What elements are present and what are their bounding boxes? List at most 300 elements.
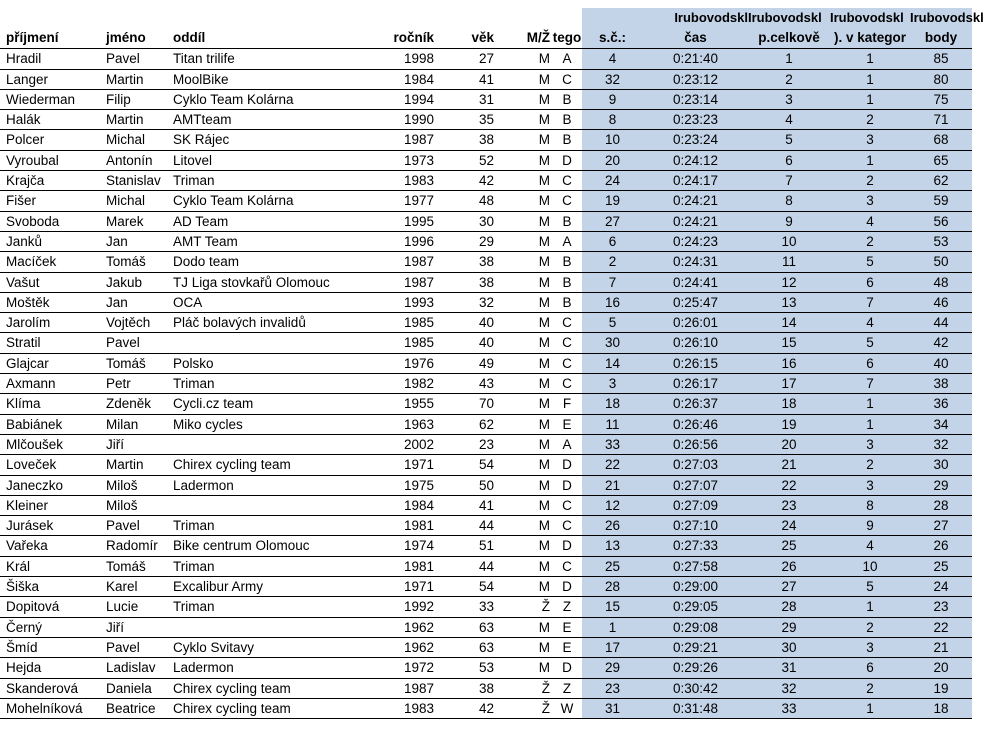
col-header-year: ročník	[372, 27, 436, 49]
cell-surname: Skanderová	[0, 678, 100, 698]
cell-in-category: 7	[830, 292, 910, 312]
cell-in-category: 6	[830, 272, 910, 292]
cell-sex: Ž	[496, 698, 552, 718]
cell-points: 68	[910, 130, 972, 150]
cell-overall: 15	[748, 333, 830, 353]
cell-in-category: 2	[830, 231, 910, 251]
cell-year: 1984	[372, 495, 436, 515]
cell-overall: 22	[748, 475, 830, 495]
cell-time: 0:24:23	[643, 231, 748, 251]
cell-time: 0:26:17	[643, 374, 748, 394]
cell-year: 1974	[372, 536, 436, 556]
cell-firstname: Martin	[100, 69, 167, 89]
table-row	[0, 658, 972, 678]
cell-overall: 10	[748, 231, 830, 251]
col-header-category: tego	[552, 27, 582, 49]
cell-in-category: 3	[830, 434, 910, 454]
cell-overall: 31	[748, 658, 830, 678]
cell-bib: 13	[582, 536, 643, 556]
cell-surname: Glajcar	[0, 353, 100, 373]
cell-surname: Moštěk	[0, 292, 100, 312]
cell-in-category: 1	[830, 150, 910, 170]
cell-category: B	[552, 89, 582, 109]
cell-club	[167, 434, 372, 454]
cell-year: 1962	[372, 617, 436, 637]
cell-age: 40	[436, 313, 496, 333]
cell-sex: M	[496, 231, 552, 251]
cell-category: Z	[552, 678, 582, 698]
cell-firstname: Lucie	[100, 597, 167, 617]
cell-bib: 5	[582, 313, 643, 333]
cell-overall: 28	[748, 597, 830, 617]
col-header-points: body	[910, 27, 972, 49]
col-header-sex: M/Ž	[496, 27, 552, 49]
group-header-cell: Irubovodskl	[910, 10, 984, 25]
cell-surname: Šmíd	[0, 637, 100, 657]
cell-overall: 26	[748, 556, 830, 576]
cell-sex: M	[496, 516, 552, 536]
cell-age: 38	[436, 252, 496, 272]
cell-bib: 32	[582, 69, 643, 89]
cell-surname: Černý	[0, 617, 100, 637]
cell-overall: 21	[748, 455, 830, 475]
cell-club: Titan trilife	[167, 49, 372, 69]
cell-points: 56	[910, 211, 972, 231]
table-row	[0, 231, 972, 251]
cell-points: 71	[910, 110, 972, 130]
col-header-in-category: ). v kategor	[830, 27, 910, 49]
cell-year: 1995	[372, 211, 436, 231]
cell-time: 0:24:41	[643, 272, 748, 292]
cell-time: 0:29:05	[643, 597, 748, 617]
cell-firstname: Pavel	[100, 333, 167, 353]
col-header-club: oddíl	[167, 27, 372, 49]
cell-time: 0:24:21	[643, 191, 748, 211]
cell-firstname: Tomáš	[100, 252, 167, 272]
cell-year: 1955	[372, 394, 436, 414]
cell-bib: 6	[582, 231, 643, 251]
col-header-surname: příjmení	[0, 27, 100, 49]
cell-in-category: 5	[830, 252, 910, 272]
cell-bib: 10	[582, 130, 643, 150]
col-header-time: čas	[643, 27, 748, 49]
cell-sex: M	[496, 374, 552, 394]
cell-firstname: Jakub	[100, 272, 167, 292]
cell-points: 22	[910, 617, 972, 637]
cell-overall: 5	[748, 130, 830, 150]
cell-sex: M	[496, 171, 552, 191]
cell-firstname: Milan	[100, 414, 167, 434]
cell-points: 38	[910, 374, 972, 394]
cell-category: B	[552, 110, 582, 130]
cell-overall: 2	[748, 69, 830, 89]
cell-points: 48	[910, 272, 972, 292]
cell-sex: M	[496, 313, 552, 333]
cell-firstname: Miloš	[100, 475, 167, 495]
cell-club: Chirex cycling team	[167, 698, 372, 718]
cell-bib: 12	[582, 495, 643, 515]
cell-points: 26	[910, 536, 972, 556]
cell-age: 62	[436, 414, 496, 434]
cell-in-category: 6	[830, 658, 910, 678]
cell-club: Polsko	[167, 353, 372, 373]
table-row	[0, 516, 972, 536]
cell-sex: M	[496, 658, 552, 678]
cell-overall: 7	[748, 171, 830, 191]
cell-time: 0:27:07	[643, 475, 748, 495]
cell-category: D	[552, 577, 582, 597]
cell-firstname: Ladislav	[100, 658, 167, 678]
cell-firstname: Petr	[100, 374, 167, 394]
table-row	[0, 49, 972, 69]
cell-in-category: 3	[830, 130, 910, 150]
cell-time: 0:26:15	[643, 353, 748, 373]
cell-category: E	[552, 617, 582, 637]
cell-year: 1992	[372, 597, 436, 617]
table-row	[0, 292, 972, 312]
cell-points: 23	[910, 597, 972, 617]
cell-club: Triman	[167, 171, 372, 191]
cell-surname: Vyroubal	[0, 150, 100, 170]
cell-sex: M	[496, 49, 552, 69]
cell-age: 44	[436, 556, 496, 576]
cell-points: 19	[910, 678, 972, 698]
cell-time: 0:26:10	[643, 333, 748, 353]
cell-category: C	[552, 556, 582, 576]
cell-category: A	[552, 434, 582, 454]
cell-overall: 4	[748, 110, 830, 130]
cell-points: 80	[910, 69, 972, 89]
cell-firstname: Martin	[100, 455, 167, 475]
cell-surname: Šiška	[0, 577, 100, 597]
cell-in-category: 9	[830, 516, 910, 536]
cell-in-category: 2	[830, 171, 910, 191]
cell-time: 0:24:31	[643, 252, 748, 272]
cell-sex: M	[496, 617, 552, 637]
cell-age: 41	[436, 69, 496, 89]
cell-club: MoolBike	[167, 69, 372, 89]
cell-in-category: 10	[830, 556, 910, 576]
cell-firstname: Radomír	[100, 536, 167, 556]
cell-firstname: Jiří	[100, 434, 167, 454]
cell-age: 70	[436, 394, 496, 414]
cell-sex: M	[496, 252, 552, 272]
cell-points: 34	[910, 414, 972, 434]
table-row	[0, 191, 972, 211]
cell-bib: 25	[582, 556, 643, 576]
cell-bib: 3	[582, 374, 643, 394]
cell-sex: Ž	[496, 678, 552, 698]
cell-year: 1996	[372, 231, 436, 251]
cell-club	[167, 495, 372, 515]
cell-year: 1993	[372, 292, 436, 312]
cell-in-category: 1	[830, 698, 910, 718]
table-row	[0, 678, 972, 698]
cell-firstname: Daniela	[100, 678, 167, 698]
cell-category: A	[552, 49, 582, 69]
cell-club: AD Team	[167, 211, 372, 231]
table-row	[0, 577, 972, 597]
cell-club: Triman	[167, 556, 372, 576]
cell-bib: 4	[582, 49, 643, 69]
cell-age: 52	[436, 150, 496, 170]
group-header-cell: Irubovodskl	[748, 10, 822, 25]
cell-firstname: Filip	[100, 89, 167, 109]
cell-age: 38	[436, 130, 496, 150]
cell-surname: Svoboda	[0, 211, 100, 231]
cell-bib: 22	[582, 455, 643, 475]
cell-category: B	[552, 211, 582, 231]
cell-in-category: 3	[830, 637, 910, 657]
cell-age: 35	[436, 110, 496, 130]
cell-time: 0:26:56	[643, 434, 748, 454]
cell-overall: 27	[748, 577, 830, 597]
cell-points: 75	[910, 89, 972, 109]
cell-club: SK Rájec	[167, 130, 372, 150]
cell-club: Cycli.cz team	[167, 394, 372, 414]
cell-age: 42	[436, 698, 496, 718]
cell-in-category: 1	[830, 394, 910, 414]
cell-overall: 3	[748, 89, 830, 109]
cell-sex: M	[496, 475, 552, 495]
cell-points: 40	[910, 353, 972, 373]
cell-sex: M	[496, 89, 552, 109]
cell-points: 62	[910, 171, 972, 191]
cell-age: 41	[436, 495, 496, 515]
cell-time: 0:27:03	[643, 455, 748, 475]
cell-time: 0:27:09	[643, 495, 748, 515]
cell-points: 30	[910, 455, 972, 475]
cell-in-category: 1	[830, 69, 910, 89]
table-row	[0, 171, 972, 191]
cell-club: Cyklo Team Kolárna	[167, 191, 372, 211]
cell-sex: M	[496, 577, 552, 597]
cell-category: C	[552, 516, 582, 536]
cell-firstname: Beatrice	[100, 698, 167, 718]
table-row	[0, 150, 972, 170]
cell-time: 0:29:21	[643, 637, 748, 657]
cell-category: B	[552, 130, 582, 150]
cell-club: Pláč bolavých invalidů	[167, 313, 372, 333]
cell-in-category: 2	[830, 455, 910, 475]
cell-in-category: 2	[830, 617, 910, 637]
cell-points: 28	[910, 495, 972, 515]
cell-age: 54	[436, 455, 496, 475]
cell-points: 32	[910, 434, 972, 454]
cell-firstname: Martin	[100, 110, 167, 130]
cell-surname: Fišer	[0, 191, 100, 211]
cell-category: C	[552, 333, 582, 353]
cell-in-category: 7	[830, 374, 910, 394]
cell-bib: 18	[582, 394, 643, 414]
group-header-cell: Irubovodskl	[674, 10, 748, 25]
cell-overall: 19	[748, 414, 830, 434]
cell-age: 31	[436, 89, 496, 109]
cell-category: B	[552, 272, 582, 292]
cell-category: C	[552, 191, 582, 211]
cell-club: Triman	[167, 597, 372, 617]
cell-firstname: Jan	[100, 231, 167, 251]
cell-firstname: Jan	[100, 292, 167, 312]
cell-points: 59	[910, 191, 972, 211]
cell-age: 23	[436, 434, 496, 454]
cell-club: Chirex cycling team	[167, 678, 372, 698]
cell-time: 0:27:10	[643, 516, 748, 536]
cell-age: 27	[436, 49, 496, 69]
cell-time: 0:23:23	[643, 110, 748, 130]
cell-age: 38	[436, 678, 496, 698]
cell-sex: M	[496, 69, 552, 89]
cell-time: 0:27:33	[643, 536, 748, 556]
cell-year: 1983	[372, 698, 436, 718]
cell-surname: Macíček	[0, 252, 100, 272]
cell-sex: M	[496, 353, 552, 373]
cell-club: Miko cycles	[167, 414, 372, 434]
cell-age: 54	[436, 577, 496, 597]
cell-category: C	[552, 313, 582, 333]
cell-year: 1985	[372, 333, 436, 353]
cell-firstname: Michal	[100, 191, 167, 211]
cell-firstname: Karel	[100, 577, 167, 597]
cell-in-category: 8	[830, 495, 910, 515]
cell-sex: Ž	[496, 597, 552, 617]
cell-category: D	[552, 150, 582, 170]
cell-in-category: 3	[830, 191, 910, 211]
cell-club: Cyklo Svitavy	[167, 637, 372, 657]
cell-firstname: Antonín	[100, 150, 167, 170]
cell-club: Ladermon	[167, 475, 372, 495]
cell-time: 0:26:46	[643, 414, 748, 434]
cell-category: A	[552, 231, 582, 251]
cell-points: 50	[910, 252, 972, 272]
cell-firstname: Pavel	[100, 49, 167, 69]
cell-in-category: 2	[830, 678, 910, 698]
cell-time: 0:27:58	[643, 556, 748, 576]
cell-time: 0:24:12	[643, 150, 748, 170]
cell-surname: Jurásek	[0, 516, 100, 536]
cell-points: 24	[910, 577, 972, 597]
cell-time: 0:29:26	[643, 658, 748, 678]
cell-surname: Babiánek	[0, 414, 100, 434]
cell-bib: 24	[582, 171, 643, 191]
cell-age: 48	[436, 191, 496, 211]
table-row	[0, 333, 972, 353]
cell-category: C	[552, 374, 582, 394]
cell-age: 44	[436, 516, 496, 536]
cell-year: 1994	[372, 89, 436, 109]
cell-surname: Axmann	[0, 374, 100, 394]
cell-year: 1984	[372, 69, 436, 89]
cell-year: 1983	[372, 171, 436, 191]
cell-time: 0:29:08	[643, 617, 748, 637]
table-row	[0, 455, 972, 475]
cell-bib: 21	[582, 475, 643, 495]
cell-year: 1973	[372, 150, 436, 170]
cell-bib: 30	[582, 333, 643, 353]
cell-age: 50	[436, 475, 496, 495]
cell-overall: 9	[748, 211, 830, 231]
cell-year: 1972	[372, 658, 436, 678]
cell-overall: 13	[748, 292, 830, 312]
cell-bib: 15	[582, 597, 643, 617]
cell-points: 53	[910, 231, 972, 251]
table-row	[0, 211, 972, 231]
cell-bib: 1	[582, 617, 643, 637]
cell-in-category: 6	[830, 353, 910, 373]
cell-time: 0:23:12	[643, 69, 748, 89]
cell-firstname: Stanislav	[100, 171, 167, 191]
cell-time: 0:30:42	[643, 678, 748, 698]
cell-club: AMTteam	[167, 110, 372, 130]
cell-time: 0:21:40	[643, 49, 748, 69]
table-row	[0, 556, 972, 576]
cell-sex: M	[496, 394, 552, 414]
cell-category: D	[552, 475, 582, 495]
cell-points: 44	[910, 313, 972, 333]
cell-age: 33	[436, 597, 496, 617]
table-row	[0, 272, 972, 292]
cell-year: 1976	[372, 353, 436, 373]
cell-in-category: 1	[830, 414, 910, 434]
cell-age: 42	[436, 171, 496, 191]
table-row	[0, 698, 972, 718]
table-row	[0, 394, 972, 414]
cell-surname: Kleiner	[0, 495, 100, 515]
cell-overall: 24	[748, 516, 830, 536]
cell-year: 1987	[372, 130, 436, 150]
cell-sex: M	[496, 110, 552, 130]
table-row	[0, 495, 972, 515]
cell-sex: M	[496, 130, 552, 150]
cell-year: 1981	[372, 556, 436, 576]
cell-age: 53	[436, 658, 496, 678]
cell-year: 1981	[372, 516, 436, 536]
cell-bib: 11	[582, 414, 643, 434]
cell-bib: 14	[582, 353, 643, 373]
cell-bib: 2	[582, 252, 643, 272]
cell-year: 1998	[372, 49, 436, 69]
cell-points: 18	[910, 698, 972, 718]
cell-firstname: Marek	[100, 211, 167, 231]
cell-bib: 16	[582, 292, 643, 312]
cell-sex: M	[496, 637, 552, 657]
cell-surname: Dopitová	[0, 597, 100, 617]
table-row	[0, 252, 972, 272]
cell-category: C	[552, 171, 582, 191]
cell-surname: Hradil	[0, 49, 100, 69]
cell-overall: 6	[748, 150, 830, 170]
table-row	[0, 353, 972, 373]
cell-time: 0:31:48	[643, 698, 748, 718]
cell-sex: M	[496, 495, 552, 515]
cell-bib: 31	[582, 698, 643, 718]
cell-bib: 26	[582, 516, 643, 536]
cell-bib: 29	[582, 658, 643, 678]
cell-bib: 9	[582, 89, 643, 109]
cell-club: Bike centrum Olomouc	[167, 536, 372, 556]
cell-in-category: 2	[830, 110, 910, 130]
cell-bib: 20	[582, 150, 643, 170]
table-row	[0, 69, 972, 89]
cell-year: 1987	[372, 272, 436, 292]
cell-sex: M	[496, 434, 552, 454]
cell-firstname: Tomáš	[100, 353, 167, 373]
cell-surname: Stratil	[0, 333, 100, 353]
cell-bib: 28	[582, 577, 643, 597]
cell-bib: 27	[582, 211, 643, 231]
cell-category: B	[552, 252, 582, 272]
cell-points: 25	[910, 556, 972, 576]
